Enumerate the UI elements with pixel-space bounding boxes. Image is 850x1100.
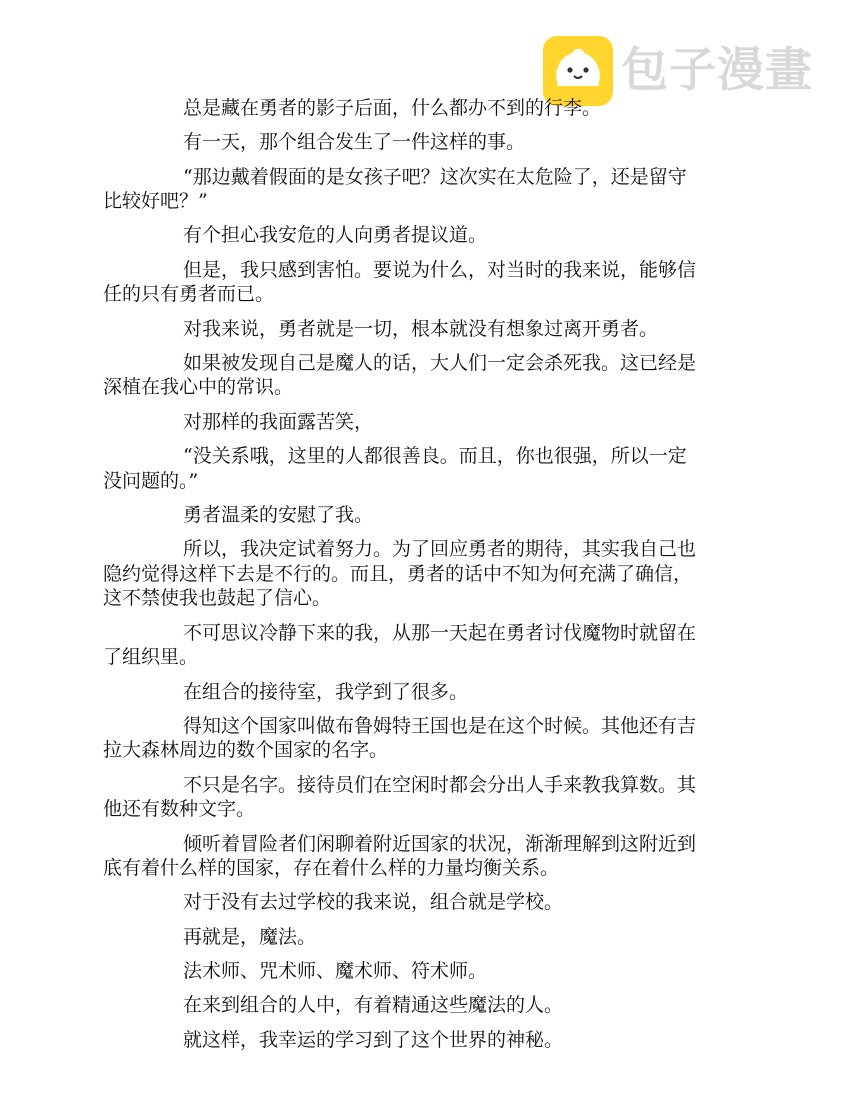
paragraph-line: 在组合的接待室，我学到了很多。 [183,680,469,703]
paragraph [183,1028,753,1053]
watermark-text: 包子漫畫 [621,43,813,98]
paragraph [103,714,753,763]
paragraph [103,444,753,493]
paragraph-line: 这不禁使我也鼓起了信心。 [103,587,332,610]
paragraph-line: 对我来说，勇者就是一切，根本就没有想象过离开勇者。 [183,317,659,340]
paragraph-line: 隐约觉得这样下去是不行的。而且，勇者的话中不知为何充满了确信， [103,562,693,585]
paragraph-line: 不只是名字。接待员们在空闲时都会分出人手来教我算数。其 [183,773,697,796]
paragraph-line: 如果被发现自己是魔人的话，大人们一定会杀死我。这已经是 [183,351,697,374]
paragraph-line: 不可思议冷静下来的我，从那一天起在勇者讨伐魔物时就留在 [183,621,697,644]
paragraph-line: 有个担心我安危的人向勇者提议道。 [183,224,488,247]
paragraph [103,537,753,611]
paragraph-line: 勇者温柔的安慰了我。 [183,503,374,526]
paragraph [103,258,753,307]
paragraph [183,680,753,705]
paragraph-line: 就这样，我幸运的学习到了这个世界的神秘。 [183,1028,564,1051]
paragraph [183,503,753,528]
paragraph [103,351,753,400]
paragraph [103,773,753,822]
paragraph-line: 在来到组合的人中，有着精通这些魔法的人。 [183,994,564,1017]
paragraph-line: 任的只有勇者而已。 [103,283,275,306]
paragraph-line: 对那样的我面露苦笑， [183,410,374,433]
paragraph-line: 没问题的。” [103,469,199,492]
document-body [103,96,753,1062]
paragraph [183,959,753,984]
paragraph [183,223,753,248]
paragraph-line: “那边戴着假面的是女孩子吧？这次实在太危险了，还是留守 [183,165,687,188]
paragraph-line: 拉大森林周边的数个国家的名字。 [103,739,389,762]
paragraph-line: 底有着什么样的国家，存在着什么样的力量均衡关系。 [103,857,560,880]
paragraph [183,925,753,950]
paragraph-line: 对于没有去过学校的我来说，组合就是学校。 [183,891,564,914]
paragraph-line: “没关系哦，这里的人都很善良。而且，你也很强，所以一定 [183,445,687,468]
paragraph-line: 再就是，魔法。 [183,925,317,948]
paragraph-line: 比较好吧？” [103,190,208,213]
paragraph [103,621,753,670]
paragraph [183,993,753,1018]
paragraph [103,832,753,881]
paragraph-line: 了组织里。 [103,646,199,669]
paragraph [183,890,753,915]
paragraph [183,317,753,342]
paragraph-line: 但是，我只感到害怕。要说为什么，对当时的我来说，能够信 [183,258,697,281]
paragraph-line: 深植在我心中的常识。 [103,376,294,399]
paragraph-line: 有一天，那个组合发生了一件这样的事。 [183,131,526,154]
paragraph [183,130,753,155]
paragraph-line: 总是藏在勇者的影子后面，什么都办不到的行李。 [183,97,602,119]
paragraph-line: 得知这个国家叫做布鲁姆特王国也是在这个时候。其他还有吉 [183,714,697,737]
paragraph-line: 倾听着冒险者们闲聊着附近国家的状况，渐渐理解到这附近到 [183,832,697,855]
paragraph-line: 所以，我决定试着努力。为了回应勇者的期待，其实我自己也 [183,538,697,561]
paragraph [183,410,753,435]
paragraph [103,165,753,214]
paragraph [183,96,753,121]
paragraph-line: 他还有数种文字。 [103,798,256,821]
paragraph-line: 法术师、咒术师、魔术师、符术师。 [183,960,488,982]
